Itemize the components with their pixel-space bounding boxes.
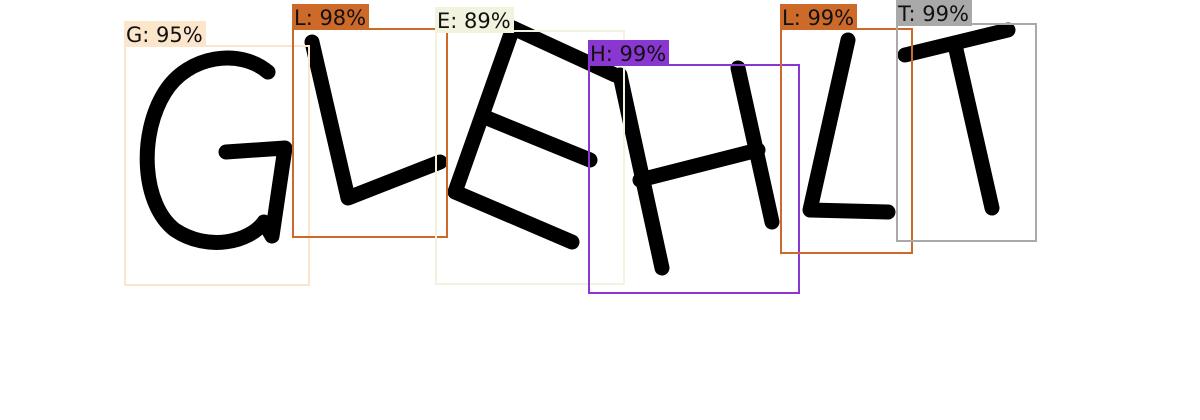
detection-box-l-1 xyxy=(292,28,448,238)
detection-box-g xyxy=(124,45,310,286)
detection-label-l-1: L: 98% xyxy=(292,4,369,30)
detection-label-l-2: L: 99% xyxy=(780,4,857,30)
detection-label-t: T: 99% xyxy=(896,0,972,26)
detection-box-h xyxy=(588,64,800,294)
detection-box-t xyxy=(896,23,1037,242)
detection-label-e: E: 89% xyxy=(435,7,514,33)
detection-box-l-2 xyxy=(780,28,913,254)
detection-label-h: H: 99% xyxy=(588,40,669,66)
detection-label-g: G: 95% xyxy=(124,21,206,47)
